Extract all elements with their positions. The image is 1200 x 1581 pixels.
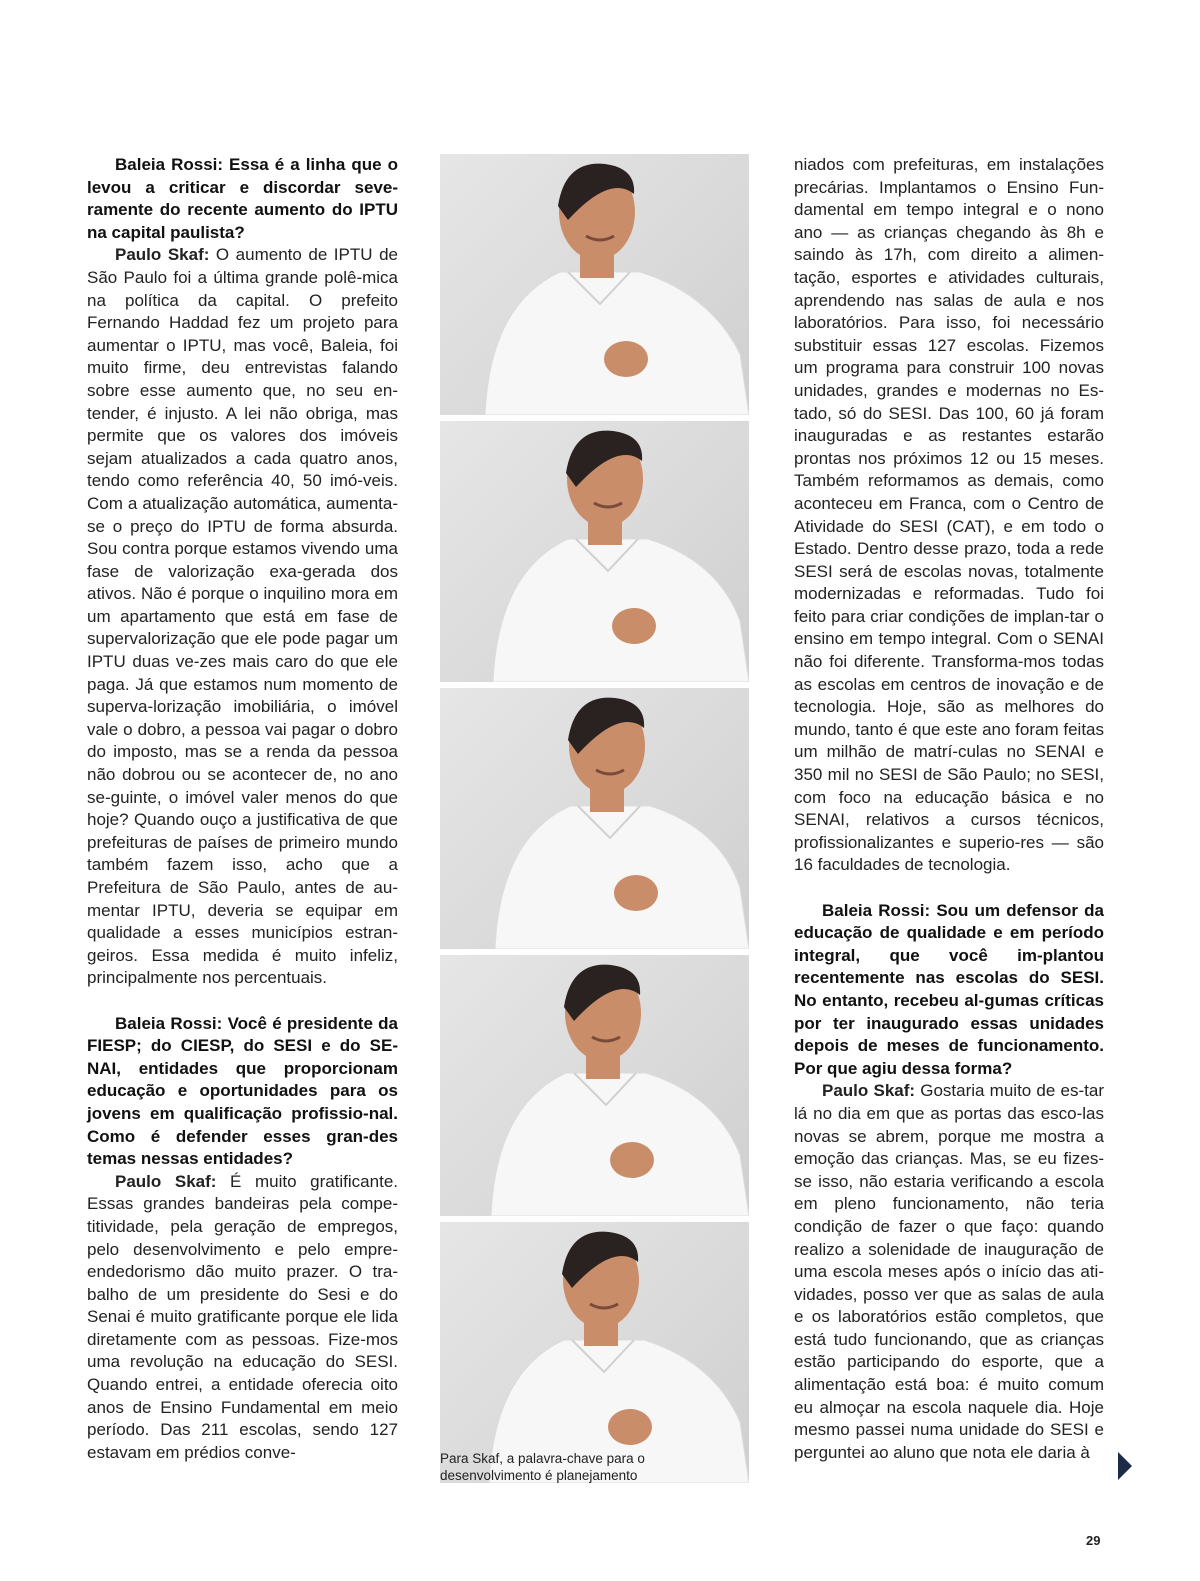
- interview-photo: [440, 688, 749, 949]
- page-number: 29: [1086, 1533, 1101, 1548]
- photo-caption: Para Skaf, a palavra-chave para o desenvolvimento é planejamento: [440, 1451, 645, 1483]
- left-text-column: [87, 154, 398, 1464]
- speaker-label: Paulo Skaf:: [822, 1081, 916, 1101]
- person-figure: [440, 955, 749, 1216]
- question-paragraph: Baleia Rossi: Essa é a linha que o levou a criticar e discordar seve-ramente do recente aumento do IPTU na capital paulista?: [87, 155, 398, 242]
- answer-text: O aumento de IPTU de São Paulo foi a última grande polê-mica na política da capital. O prefeito Fernando Haddad fez um projeto para aumentar o IPTU, mas você, Baleia, foi muito firme, deu entrevistas falando sobre esse aumento que, no seu en-tender, é injusto. A lei não obriga, mas permite que os valores dos imóveis sejam atualizados a cada quatro anos, tendo como referência 40, 50 imó-veis. Com a atualização automática, aumenta-se o preço do IPTU de forma absurda. Sou contra porque estamos vivendo uma fase de valorização exa-gerada dos ativos. Não é porque o inquilino mora em um apartamento que está em fase de supervalorização que ele pode pagar um IPTU duas ve-zes mais caro do que ele paga. Já que estamos num momento de superva-lorização imobiliária, o imóvel vale o dobro, a pessoa vai pagar o dobro do imposto, mas se a renda da pessoa não dobrou ou se acontecer de, no ano se-guinte, o imóvel valer menos do que hoje? Quando ouço a justificativa de que prefeituras de países de primeiro mundo também fazem isso, acho que a Prefeitura de São Paulo, antes de au-mentar IPTU, deveria se equipar em qualidade a esses municípios estran-geiros. Essa medida é muito infeliz, principalmente nos percentuais.: [87, 245, 398, 988]
- person-figure: [440, 688, 749, 949]
- continue-arrow-icon: [1118, 1452, 1132, 1480]
- answer-paragraph: [87, 244, 398, 990]
- right-text-column: [794, 154, 1104, 1464]
- answer-paragraph: [794, 1080, 1104, 1464]
- interview-photo: [440, 154, 749, 415]
- interview-photo: [440, 421, 749, 682]
- question-paragraph: Baleia Rossi: Sou um defensor da educação de qualidade e em período integral, que você im-plantou recentemente nas escolas do SESI. No entanto, recebeu al-gumas críticas por ter inaugurado essas unidades depois de meses de funcionamento. Por que agiu dessa forma?: [794, 900, 1104, 1078]
- question-paragraph: Baleia Rossi: Você é presidente da FIESP; do CIESP, do SESI e do SE-NAI, entidades que proporcionam educação e oportunidades para os jovens em qualificação profissio-nal. Como é defender esses gran-des temas nessas entidades?: [87, 1013, 398, 1169]
- answer-text: É muito gratificante. Essas grandes bandeiras pela compe-titividade, pela geração de empregos, pelo desenvolvimento e pelo empre-endedorismo dão muito prazer. O tra-balho de um presidente do Sesi e do Senai é muito gratificante porque ele lida diretamente com as pessoas. Fize-mos uma revolução na educação do SESI. Quando entrei, a entidade oferecia oito anos de Ensino Fundamental em meio período. Das 211 escolas, sendo 127 estavam em prédios conve-: [87, 1171, 398, 1462]
- continuation-paragraph: niados com prefeituras, em instalações precárias. Implantamos o Ensino Fun-damental em tempo integral e o nono ano — as crianças chegando às 8h e saindo às 17h, com direito a alimen-tação, esportes e atividades culturais, aprendendo nas salas de aula e nos laboratórios. Para isso, foi necessário substituir essas 127 escolas. Fizemos um programa para construir 100 novas unidades, grandes e modernas no Es-tado, só do SESI. Das 100, 60 já foram inauguradas e as restantes estarão prontas nos próximos 12 ou 15 meses. Também reformamos as demais, como aconteceu em Franca, com o Centro de Atividade do SESI (CAT), e em todo o Estado. Dentro desse prazo, toda a rede SESI será de escolas novas, totalmente modernizadas e reformadas. Tudo foi feito para criar condições de implan-tar o ensino em tempo integral. Com o SENAI não foi diferente. Transforma-mos todas as escolas em centros de inovação e de tecnologia. Hoje, são as melhores do mundo, tanto é que este ano foram feitas um milhão de matrí-culas no SENAI e 350 mil no SESI de São Paulo; no SESI, com foco na educação básica e no SENAI, relativos a cursos técnicos, profissionalizantes e superio-res — são 16 faculdades de tecnologia.: [794, 155, 1104, 875]
- answer-text: Gostaria muito de es-tar lá no dia em que as portas das esco-las novas se abrem, porque me mostra a emoção das crianças. Mas, se eu fizes-se isso, não estaria verificando a escola em pleno funcionamento, não teria condição de fazer o que faço: quando realizo a solenidade de inauguração de uma escola meses após o início das ati-vidades, posso ver que as salas de aula e os laboratórios estão completos, que está tudo funcionando, que as crianças estão participando do esporte, que a alimentação está boa: é muito comum eu almoçar na escola naquele dia. Hoje mesmo passei numa unidade do SESI e perguntei ao aluno que nota ele daria à: [794, 1081, 1104, 1462]
- photo-strip: [440, 154, 749, 1489]
- answer-paragraph: [87, 1171, 398, 1465]
- person-figure: [440, 421, 749, 682]
- person-figure: [440, 154, 749, 415]
- interview-photo: [440, 1222, 749, 1483]
- interview-photo: [440, 955, 749, 1216]
- speaker-label: Paulo Skaf:: [115, 1171, 217, 1191]
- person-figure: [440, 1222, 749, 1483]
- speaker-label: Paulo Skaf:: [115, 245, 210, 265]
